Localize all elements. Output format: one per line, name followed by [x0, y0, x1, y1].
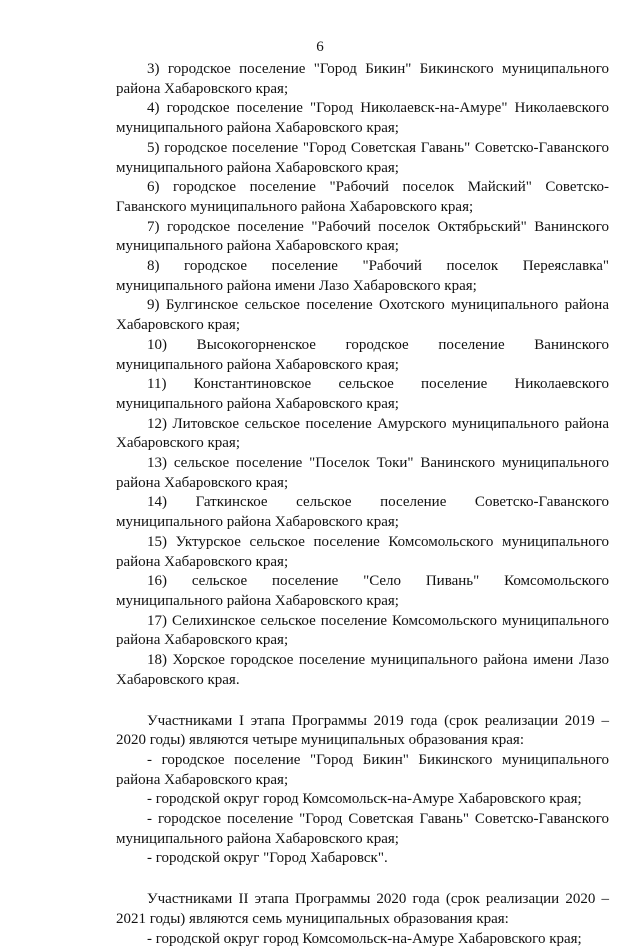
- stage1-intro: Участниками I этапа Программы 2019 года (срок реализации 2019 – 2020 годы) являются четыре муниципальных образования края:: [116, 712, 609, 749]
- list-item: 11) Константиновское сельское поселение Николаевского муниципального района Хабаровского края;: [116, 376, 609, 412]
- page-number: 6: [316, 39, 324, 55]
- list-item: 5) городское поселение "Город Советская Гавань" Советско-Гаванского муниципального района Хабаровского края;: [116, 139, 609, 176]
- list-item: 18) Хорское городское поселение муниципального района имени Лазо Хабаровского края.: [116, 652, 609, 688]
- stage1-item: - городское поселение "Город Советская Гавань" Советско-Гаванского муниципального района Хабаровского края;: [116, 811, 609, 847]
- stage1-item: - городской округ город Комсомольск-на-Амуре Хабаровского края;: [147, 791, 582, 808]
- list-item: 6) городское поселение "Рабочий поселок Майский" Советско-Гаванского муниципального района Хабаровского края;: [116, 179, 609, 215]
- list-item: 16) сельское поселение "Село Пивань" Комсомольского муниципального района Хабаровского края;: [116, 573, 609, 609]
- list-item: 8) городское поселение "Рабочий поселок Переяславка" муниципального района имени Лазо Хабаровского края;: [116, 258, 609, 294]
- stage2-item: - городской округ город Комсомольск-на-Амуре Хабаровского края;: [147, 930, 582, 947]
- stage1-item: - городской округ "Город Хабаровск".: [147, 850, 388, 867]
- document-body: [116, 60, 609, 949]
- list-item: 15) Уктурское сельское поселение Комсомольского муниципального района Хабаровского края;: [116, 533, 609, 570]
- list-item: 17) Селихинское сельское поселение Комсомольского муниципального района Хабаровского края;: [116, 612, 609, 649]
- list-item: 4) городское поселение "Город Николаевск-на-Амуре" Николаевского муниципального района Хабаровского края;: [116, 100, 609, 137]
- stage1-item: - городское поселение "Город Бикин" Бикинского муниципального района Хабаровского края;: [116, 751, 609, 788]
- paragraph-gap: [116, 691, 609, 712]
- stage2-intro: Участниками II этапа Программы 2020 года (срок реализации 2020 – 2021 годы) являются семь муниципальных образования края:: [116, 891, 609, 927]
- paragraph-gap: [116, 869, 609, 890]
- list-item: 7) городское поселение "Рабочий поселок Октябрьский" Ванинского муниципального района Хабаровского края;: [116, 218, 609, 255]
- list-item: 12) Литовское сельское поселение Амурского муниципального района Хабаровского края;: [116, 415, 609, 452]
- list-item: 9) Булгинское сельское поселение Охотского муниципального района Хабаровского края;: [116, 297, 609, 334]
- list-item: 14) Гаткинское сельское поселение Советско-Гаванского муниципального района Хабаровского края;: [116, 494, 609, 531]
- list-item: 3) городское поселение "Город Бикин" Бикинского муниципального района Хабаровского края;: [116, 61, 609, 97]
- list-item: 10) Высокогорненское городское поселение Ванинского муниципального района Хабаровского края;: [116, 336, 609, 373]
- list-item: 13) сельское поселение "Поселок Токи" Ванинского муниципального района Хабаровского края;: [116, 455, 609, 491]
